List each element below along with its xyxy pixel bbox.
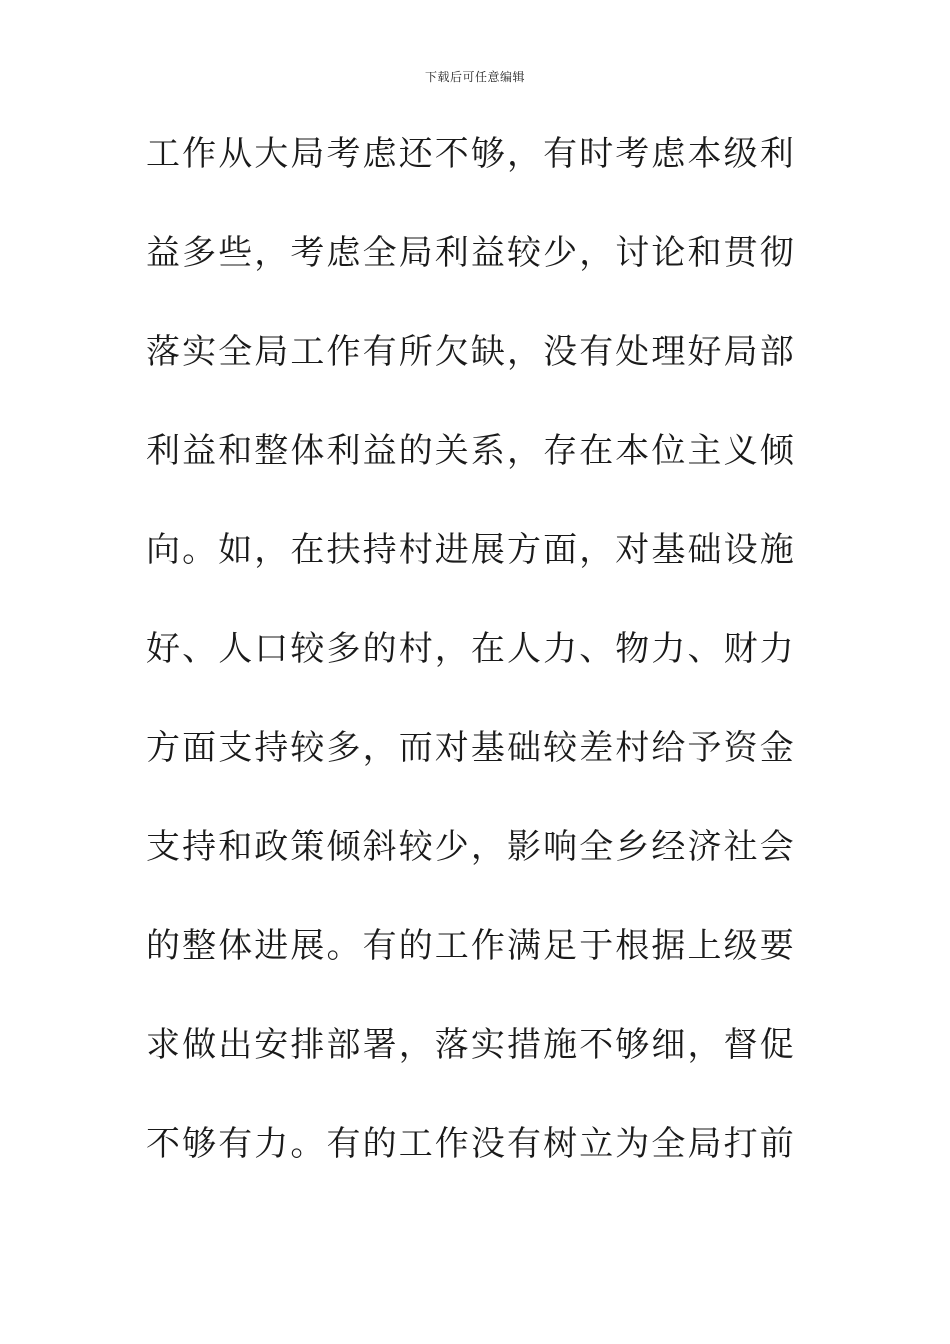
text-line: 支持和政策倾斜较少，影响全乡经济社会	[146, 827, 796, 867]
text-line: 的整体进展。有的工作满足于根据上级要	[146, 926, 796, 966]
text-line: 方面支持较多，而对基础较差村给予资金	[146, 728, 796, 768]
text-line: 不够有力。有的工作没有树立为全局打前	[146, 1124, 796, 1164]
body-paragraph	[146, 126, 816, 1215]
text-line: 落实全局工作有所欠缺，没有处理好局部	[146, 332, 796, 372]
text-line: 求做出安排部署，落实措施不够细，督促	[146, 1025, 796, 1065]
text-line: 工作从大局考虑还不够，有时考虑本级利	[146, 134, 796, 174]
text-line: 益多些，考虑全局利益较少，讨论和贯彻	[146, 233, 796, 273]
text-line: 利益和整体利益的关系，存在本位主义倾	[146, 431, 796, 471]
text-line: 向。如，在扶持村进展方面，对基础设施	[146, 530, 796, 570]
header-note: 下载后可任意编辑	[424, 70, 525, 84]
text-line: 好、人口较多的村，在人力、物力、财力	[146, 629, 796, 669]
